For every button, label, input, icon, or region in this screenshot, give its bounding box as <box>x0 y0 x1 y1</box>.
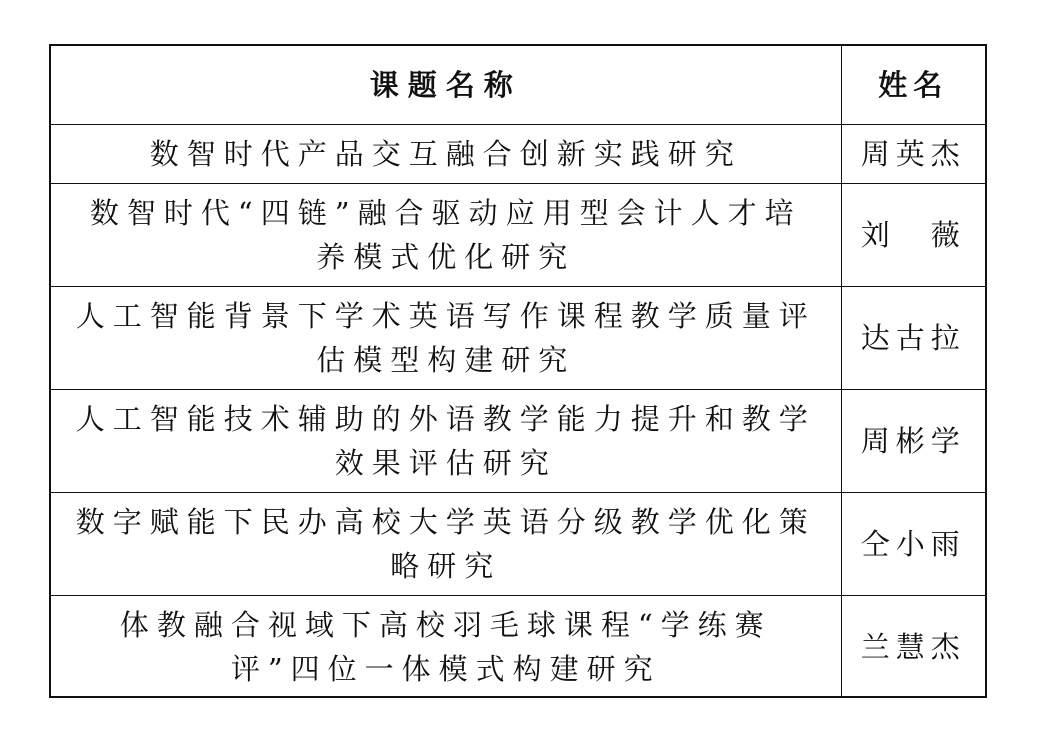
project-title-cell: 人工智能技术辅助的外语教学能力提升和教学效果评估研究 <box>51 389 841 492</box>
header-project-title: 课题名称 <box>51 46 841 124</box>
header-name: 姓名 <box>841 46 985 124</box>
person-name-cell: 周彬学 <box>841 389 985 492</box>
project-title-cell: 数智时代“四链”融合驱动应用型会计人才培养模式优化研究 <box>51 183 841 286</box>
table-row <box>51 595 985 698</box>
table-row <box>51 183 985 286</box>
project-title-cell: 人工智能背景下学术英语写作课程教学质量评估模型构建研究 <box>51 286 841 389</box>
person-name-cell: 仝小雨 <box>841 492 985 595</box>
project-title-cell: 数字赋能下民办高校大学英语分级教学优化策略研究 <box>51 492 841 595</box>
project-title-cell: 数智时代产品交互融合创新实践研究 <box>51 124 841 183</box>
person-name-cell: 兰慧杰 <box>841 595 985 698</box>
table-row <box>51 389 985 492</box>
table-header-row <box>51 46 985 124</box>
table-row <box>51 286 985 389</box>
person-name-cell: 周英杰 <box>841 124 985 183</box>
person-name-cell: 达古拉 <box>841 286 985 389</box>
table-row <box>51 492 985 595</box>
project-table <box>51 46 985 698</box>
table-row <box>51 124 985 183</box>
project-table-container <box>49 44 987 698</box>
project-title-cell: 体教融合视域下高校羽毛球课程“学练赛评”四位一体模式构建研究 <box>51 595 841 698</box>
person-name-cell: 刘 薇 <box>841 183 985 286</box>
